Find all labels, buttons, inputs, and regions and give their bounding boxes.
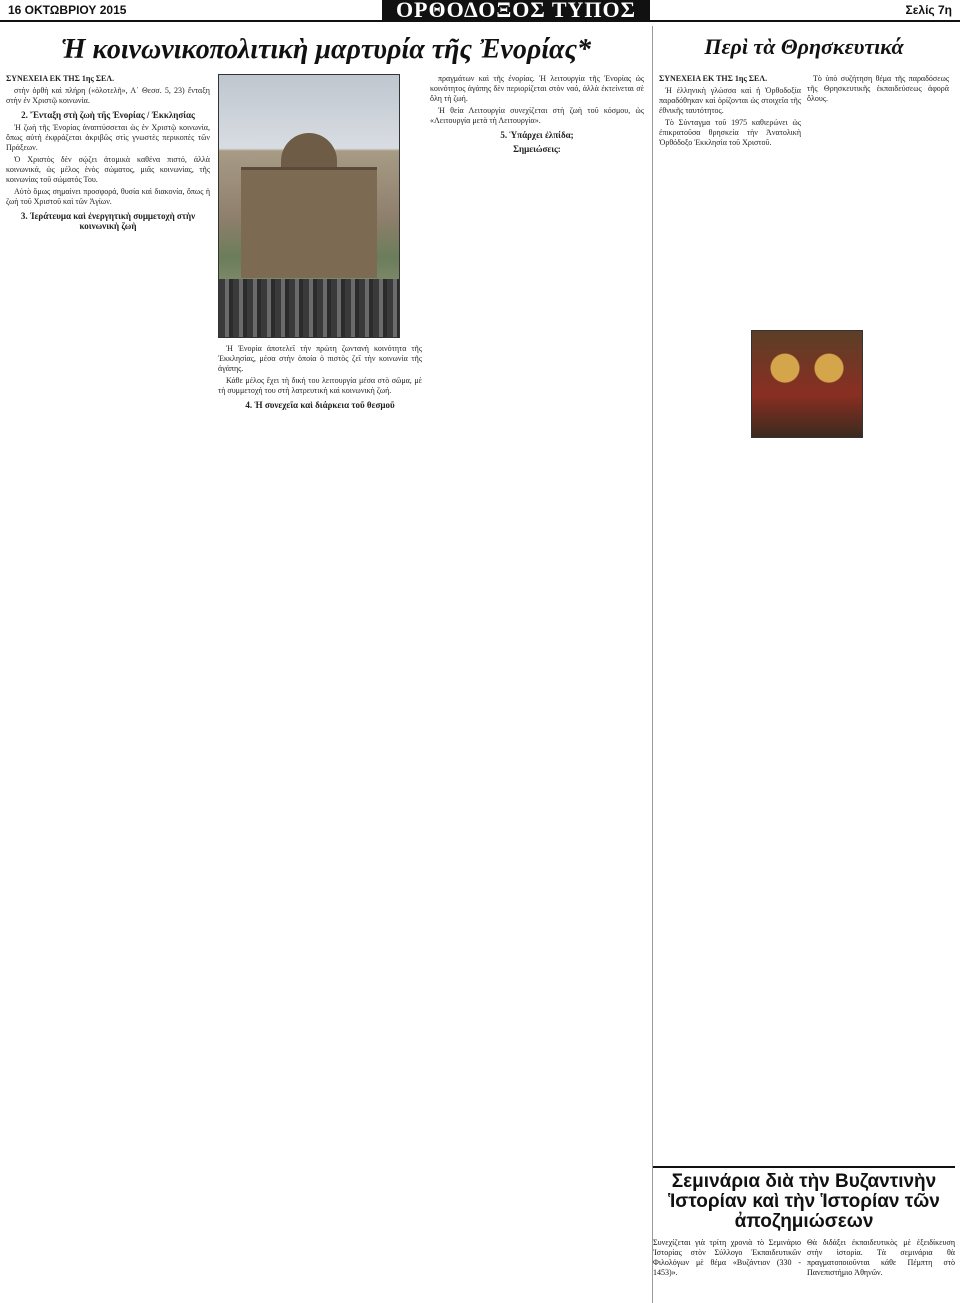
issue-date: 16 ΟΚΤΩΒΡΙΟΥ 2015 <box>8 3 127 17</box>
paragraph: Ἡ θεία Λειτουργία συνεχίζεται στὴ ζωὴ τοῦ κόσμου, ὡς «Λειτουργία μετὰ τὴ Λειτουργία». <box>430 106 644 125</box>
newspaper-page <box>0 26 960 1303</box>
section-heading-3: 3. Ἱεράτευμα καὶ ἐνεργητικὴ συμμετοχὴ στὴν κοινωνικὴ ζωὴ <box>20 211 196 231</box>
article-column-3 <box>430 74 644 1299</box>
paragraph: Κάθε μέλος ἔχει τὴ δική του λειτουργία μέσα στὸ σῶμα, μὲ τὴ συμμετοχή του στὴ λατρευτικὴ καὶ κοινωνικὴ ζωή. <box>218 376 422 395</box>
continued-label: ΣΥΝΕΧΕΙΑ ΕΚ ΤΗΣ 1ης ΣΕΛ. <box>6 74 115 83</box>
church-building <box>241 167 377 278</box>
religion-column <box>652 26 955 1303</box>
paragraph: Ὁ Χριστὸς δὲν σῴζει ἀτομικὰ καθένα πιστό, ἀλλὰ κοινωνικά, ὡς μέλος ἑνὸς σώματος, μιᾶς κοινωνίας, τῆς κοινωνίας τοῦ σώματός Του. <box>6 155 210 184</box>
article-title: Ἡ κοινωνικοπολιτικὴ μαρτυρία τῆς Ἐνορίας* <box>61 34 591 65</box>
seminar-box <box>653 1166 955 1278</box>
paragraph: Ἡ ζωὴ τῆς Ἐνορίας ἀναπτύσσεται ὡς ἐν Χριστῷ κοινωνία, ὅπως αὐτὴ ἐκφράζεται ἀκριβῶς στὶς γνωστὲς περικοπὲς τῶν Πράξεων. <box>6 123 210 152</box>
religious-icon-image <box>751 330 863 438</box>
paragraph: Τὸ Σύνταγμα τοῦ 1975 καθιερώνει ὡς ἐπικρατοῦσα θρησκεία τὴν Ἀνατολικὴ Ὀρθόδοξο Ἐκκλησία τοῦ Χριστοῦ. <box>659 118 801 147</box>
seminar-text-2: Θὰ διδάξει ἐκπαιδευτικὸς μὲ ἐξειδίκευση στὴν ἱστορία. Τὰ σεμινάρια θὰ πραγματοποιοῦνται κάθε Πέμπτη στὸ Πανεπιστήμιο Ἀθηνῶν. <box>807 1238 955 1277</box>
page-number: Σελίς 7η <box>905 3 952 17</box>
seminar-text-1: Συνεχίζεται γιὰ τρίτη χρονιὰ τὸ Σεμινάριο Ἱστορίας στὸν Σύλλογο Ἐκπαιδευτικῶν Φιλολόγων μὲ θέμα «Βυζάντιον (330 - 1453)». <box>653 1238 801 1277</box>
paragraph: Ἡ Ἐνορία ἀποτελεῖ τὴν πρώτη ζωντανὴ κοινότητα τῆς Ἐκκλησίας, μέσα στὴν ὁποία ὁ πιστὸς ζεῖ τὴν κοινωνία τῆς ἀγάπης. <box>218 344 422 373</box>
religion-col-2 <box>807 74 949 324</box>
section-heading-5: 5. Ὑπάρχει ἐλπίδα; <box>500 130 574 140</box>
crowd <box>219 279 399 337</box>
article-column-2 <box>218 344 422 1299</box>
notes-heading: Σημειώσεις: <box>513 144 561 154</box>
church-photo <box>218 74 400 338</box>
continued-label: ΣΥΝΕΧΕΙΑ ΕΚ ΤΗΣ 1ης ΣΕΛ. <box>659 74 768 83</box>
page-header <box>0 0 960 22</box>
article-column-1 <box>6 74 210 1299</box>
paragraph: Ἡ ἐλληνικὴ γλώσσα καὶ ἡ Ὀρθοδοξία παραδόθηκαν καὶ ὁρίζονται ὡς στοιχεῖα τῆς ἐθνικῆς ταυτότητος. <box>659 86 801 115</box>
paragraph: πραγμάτων καὶ τῆς ἐνορίας. Ἡ λειτουργία τῆς Ἐνορίας ὡς κοινότητος ἀγάπης δὲν περιορίζεται στὸν ναό, ἀλλὰ ἐκτείνεται σὲ ὅλη τὴ ζωή. <box>430 74 644 103</box>
paragraph: Αὐτὸ ὅμως σημαίνει προσφορά, θυσία καὶ διακονία, ὅπως ἡ ζωὴ τοῦ Χριστοῦ καὶ τῶν Ἁγίων. <box>6 187 210 206</box>
masthead-logo: ΟΡΘΟΔΟΞΟΣ ΤΥΠΟΣ <box>382 0 650 21</box>
section-heading-2: 2. Ἔνταξη στὴ ζωὴ τῆς Ἐνορίας / Ἐκκλησίας <box>21 110 195 120</box>
religion-col-1 <box>659 74 801 1159</box>
paragraph: Τὸ ὑπὸ συζήτηση θέμα τῆς παραδόσεως τῆς Θρησκευτικῆς ἐκπαιδεύσεως ἀφορᾶ ὅλους. <box>807 74 949 103</box>
main-article <box>6 26 648 1303</box>
seminar-title: Σεμινάρια διὰ τὴν Βυζαντινὴν Ἱστορίαν καὶ τὴν Ἱστορίαν τῶν ἀποζημιώσεων <box>668 1171 940 1232</box>
section-heading-4: 4. Ἡ συνεχεῖα καὶ διάρκεια τοῦ θεσμοῦ <box>245 400 395 410</box>
religion-title: Περὶ τὰ Θρησκευτικά <box>704 34 904 59</box>
seminar-columns <box>653 1238 955 1278</box>
paragraph: στὴν ὀρθὴ καὶ πλήρη («ὁλοτελῆ», Α΄ Θεσσ. 5, 23) ἔνταξη στὴν ἐν Χριστῷ κοινωνία. <box>6 86 210 105</box>
